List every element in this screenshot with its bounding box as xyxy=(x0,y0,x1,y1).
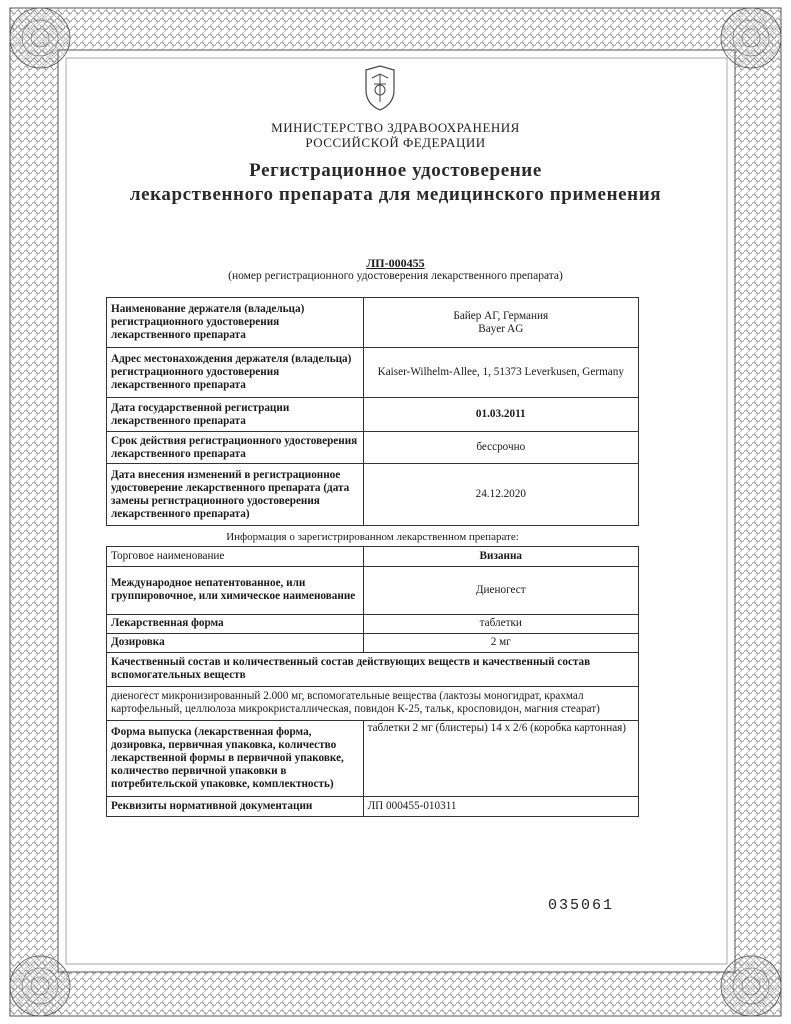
holder-address-value: Kaiser-Wilhelm-Allee, 1, 51373 Leverkusen, Germany xyxy=(363,348,638,398)
trade-name-label: Торговое наименование xyxy=(107,546,364,566)
table-row xyxy=(107,614,639,633)
info-caption: Информация о зарегистрированном лекарственном препарате: xyxy=(107,530,639,546)
table-row xyxy=(107,796,639,816)
table-row xyxy=(107,348,639,398)
holder-name-label: Наименование держателя (владельца) регистрационного удостоверения лекарственного препарата xyxy=(107,298,364,348)
registration-number: ЛП-000455 xyxy=(366,256,425,270)
holder-name-ru: Байер АГ, Германия xyxy=(453,309,549,322)
document-title-line1: Регистрационное удостоверение xyxy=(249,160,542,181)
table-row xyxy=(107,652,639,686)
table-row xyxy=(107,720,639,796)
change-date-value: 24.12.2020 xyxy=(363,464,638,526)
validity-label: Срок действия регистрационного удостоверения лекарственного препарата xyxy=(107,432,364,464)
change-date-label: Дата внесения изменений в регистрационное удостоверение лекарственного препарата (дата замены регистрационного удостоверения лекарственного препарата) xyxy=(107,464,364,526)
dosage-form-label: Лекарственная форма xyxy=(107,614,364,633)
dose-value: 2 мг xyxy=(363,633,638,652)
table-row xyxy=(107,464,639,526)
package-label: Форма выпуска (лекарственная форма, дозировка, первичная упаковка, количество лекарственной формы в первичной упаковке, количество первичной упаковки в потребительской упаковке, комплектность) xyxy=(107,720,364,796)
normative-value: ЛП 000455-010311 xyxy=(363,796,638,816)
table-row xyxy=(107,686,639,720)
holder-name-en: Bayer AG xyxy=(478,322,524,335)
holder-table xyxy=(106,297,639,526)
ministry-name-line1: МИНИСТЕРСТВО ЗДРАВООХРАНЕНИЯ xyxy=(271,120,520,135)
holder-address-label: Адрес местонахождения держателя (владельца) регистрационного удостоверения лекарственного препарата xyxy=(107,348,364,398)
dosage-form-value: таблетки xyxy=(363,614,638,633)
composition-label: Качественный состав и количественный состав действующих веществ и качественный состав вспомогательных веществ xyxy=(107,652,639,686)
table-row xyxy=(107,546,639,566)
inn-value: Диеногест xyxy=(363,566,638,614)
table-row xyxy=(107,633,639,652)
table-row xyxy=(107,432,639,464)
table-row xyxy=(107,530,639,546)
state-emblem-icon xyxy=(360,62,400,112)
dose-label: Дозировка xyxy=(107,633,364,652)
inn-label: Международное непатентованное, или группировочное, или химическое наименование xyxy=(107,566,364,614)
registration-date-value: 01.03.2011 xyxy=(363,398,638,432)
registration-date-label: Дата государственной регистрации лекарственного препарата xyxy=(107,398,364,432)
document-title-line2: лекарственного препарата для медицинского применения xyxy=(129,184,662,205)
trade-name-value: Визанна xyxy=(363,546,638,566)
blank-serial-number: 035061 xyxy=(548,897,615,914)
normative-label: Реквизиты нормативной документации xyxy=(107,796,364,816)
table-row xyxy=(107,298,639,348)
package-value: таблетки 2 мг (блистеры) 14 x 2/6 (коробка картонная) xyxy=(363,720,638,796)
drug-info-table xyxy=(106,530,639,817)
table-row xyxy=(107,566,639,614)
validity-value: бессрочно xyxy=(363,432,638,464)
composition-value: диеногест микронизированный 2.000 мг, вспомогательные вещества (лактозы моногидрат, крахмал картофельный, целлюлоза микрокристаллическая, повидон К-25, тальк, кросповидон, магния стеарат) xyxy=(107,686,639,720)
ministry-name-line2: РОССИЙСКОЙ ФЕДЕРАЦИИ xyxy=(305,135,486,150)
holder-name-value xyxy=(363,298,638,348)
table-row xyxy=(107,398,639,432)
registration-number-caption: (номер регистрационного удостоверения лекарственного препарата) xyxy=(228,270,563,282)
